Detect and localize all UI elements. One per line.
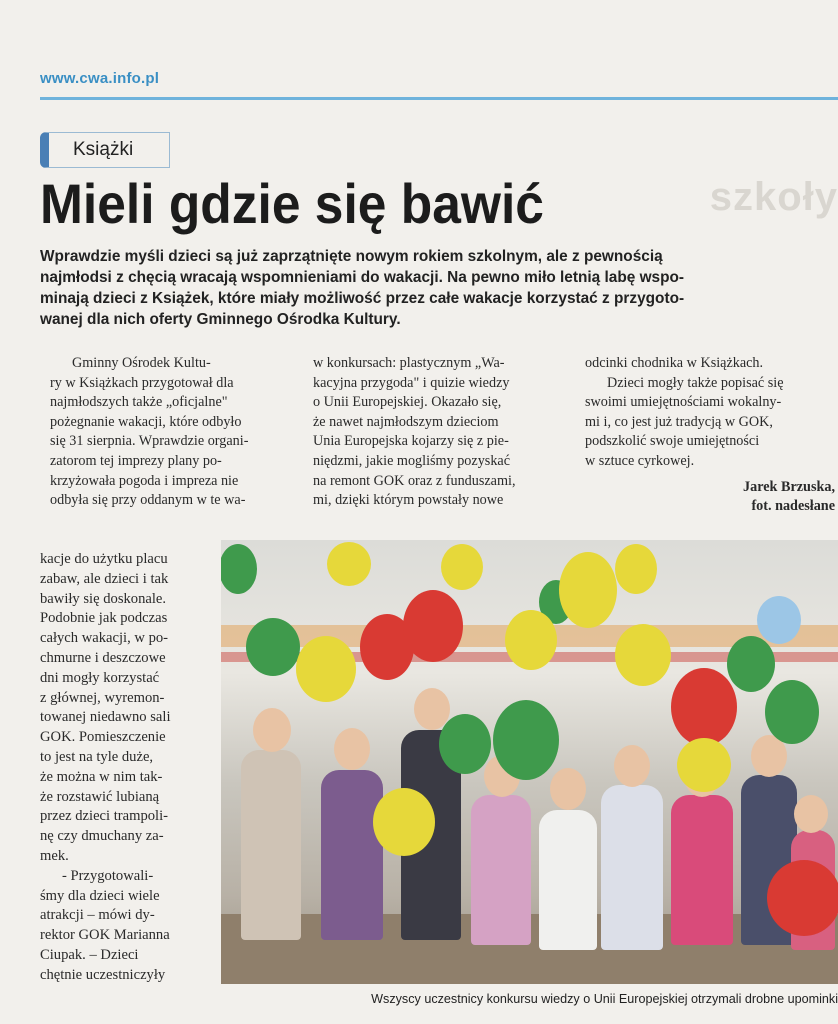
green-balloon (221, 544, 257, 594)
body-line: Unia Europejska kojarzy się z pie- (313, 433, 509, 450)
yellow-balloon (327, 542, 371, 586)
body-line: mi, dzięki którym powstały nowe (313, 492, 504, 509)
child-head (550, 768, 586, 810)
yellow-balloon (615, 544, 657, 594)
article-headline: Mieli gdzie się bawić (40, 172, 544, 235)
body-line: na remont GOK oraz z funduszami, (313, 472, 516, 489)
green-balloon (246, 618, 300, 676)
body-line: ry w Książkach przygotował dla (50, 374, 234, 391)
body-line: że można w nim tak- (40, 768, 163, 785)
header-divider (40, 97, 838, 100)
body-line: GOK. Pomieszczenie (40, 729, 166, 746)
body-line: przez dzieci trampoli- (40, 808, 169, 825)
child-figure (321, 770, 383, 940)
body-line: podszkolić swoje umiejętności (585, 433, 760, 450)
body-line: chmurne i deszczowe (40, 649, 166, 666)
child-head (334, 728, 370, 770)
body-line: to jest na tyle duże, (40, 748, 154, 765)
body-line: kacyjna przygoda" i quizie wiedzy (313, 374, 510, 391)
body-line: rektor GOK Marianna (40, 927, 170, 944)
yellow-balloon (373, 788, 435, 856)
green-balloon (765, 680, 819, 744)
body-line: dni mogły korzystać (40, 669, 160, 686)
photo-credit: fot. nadesłane (751, 498, 835, 515)
body-line: zatorom tej imprezy plany po- (50, 452, 222, 469)
body-line: mi i, co jest już tradycją w GOK, (585, 413, 773, 430)
lead-line: Wprawdzie myśli dzieci są już zaprzątnięte nowym rokiem szkolnym, ale z pewnością (40, 248, 663, 265)
red-balloon (671, 668, 737, 746)
green-balloon (727, 636, 775, 692)
body-line: mek. (40, 847, 69, 864)
body-line: atrakcji – mówi dy- (40, 907, 155, 924)
article-lead (40, 246, 838, 330)
body-line: niędzmi, jakie mogliśmy pozyskać (313, 452, 511, 469)
red-balloon (403, 590, 463, 662)
body-line: bawiły się doskonale. (40, 590, 167, 607)
body-line: odcinki chodnika w Książkach. (585, 355, 764, 371)
body-line: Podobnie jak podczas (40, 610, 168, 627)
yellow-balloon (441, 544, 483, 590)
photo-caption: Wszyscy uczestnicy konkursu wiedzy o Unii Europejskiej otrzymali drobne upominki (371, 992, 838, 1006)
section-label: Książki (73, 139, 134, 160)
body-line: w sztuce cyrkowej. (585, 452, 695, 469)
blue-balloon (757, 596, 801, 644)
yellow-balloon (505, 610, 557, 670)
body-line: się 31 sierpnia. Wprawdzie organi- (50, 433, 249, 450)
body-line: kacje do użytku placu (40, 551, 168, 567)
body-line: w konkursach: plastycznym „Wa- (313, 355, 505, 371)
lead-line: minają dzieci z Książek, które miały możliwość przez całe wakacje korzystać z przygoto- (40, 290, 685, 307)
child-head (614, 745, 650, 787)
child-figure (671, 795, 733, 945)
body-line: najmłodszych także „oficjalne" (50, 394, 228, 411)
section-tag (40, 132, 170, 168)
article-photo (221, 540, 838, 984)
body-line: nę czy dmuchany za- (40, 828, 164, 845)
body-line: Dzieci mogły także popisać się (607, 374, 784, 391)
green-balloon (493, 700, 559, 780)
body-line: swoimi umiejętnościami wokalny- (585, 394, 782, 411)
body-line: że nawet najmłodszym dzieciom (313, 413, 499, 430)
body-column-1 (50, 354, 295, 511)
body-column-1-narrow (40, 550, 210, 986)
body-line: odbyła się przy oddanym w te wa- (50, 492, 246, 509)
body-line: że rozstawić lubianą (40, 788, 160, 805)
yellow-balloon (296, 636, 356, 702)
lead-line: wanej dla nich oferty Gminnego Ośrodka Kultury. (40, 311, 401, 328)
body-line: - Przygotowali- (62, 867, 154, 884)
green-balloon (439, 714, 491, 774)
child-head (794, 795, 828, 833)
yellow-balloon (559, 552, 617, 628)
child-figure (471, 795, 531, 945)
body-line: całych wakacji, w po- (40, 630, 169, 647)
body-line: towanej niedawno sali (40, 709, 171, 726)
background-bleed-text: szkoły (709, 175, 838, 219)
author-byline: Jarek Brzuska, (743, 478, 835, 495)
body-column-3 (585, 354, 835, 517)
child-figure (601, 785, 663, 950)
body-line: chętnie uczestniczyły (40, 966, 166, 983)
body-line: krzyżowała pogoda i impreza nie (50, 472, 239, 489)
child-figure (241, 750, 301, 940)
child-head (253, 708, 291, 752)
body-line: o Unii Europejskiej. Okazało się, (313, 394, 502, 411)
child-figure (539, 810, 597, 950)
red-balloon (767, 860, 838, 936)
yellow-balloon (615, 624, 671, 686)
body-line: Ciupak. – Dzieci (40, 946, 139, 963)
body-line: z głównej, wyremon- (40, 689, 165, 706)
body-line: pożegnanie wakacji, które odbyło (50, 413, 242, 430)
site-url[interactable]: www.cwa.info.pl (40, 70, 160, 87)
body-column-2 (313, 354, 575, 511)
body-line: Gminny Ośrodek Kultu- (72, 355, 211, 371)
body-line: zabaw, ale dzieci i tak (40, 570, 169, 587)
body-line: śmy dla dzieci wiele (40, 887, 160, 904)
lead-line: najmłodsi z chęcią wracają wspomnieniami do wakacji. Na pewno miło letnią labę wspo- (40, 269, 685, 286)
yellow-balloon (677, 738, 731, 792)
